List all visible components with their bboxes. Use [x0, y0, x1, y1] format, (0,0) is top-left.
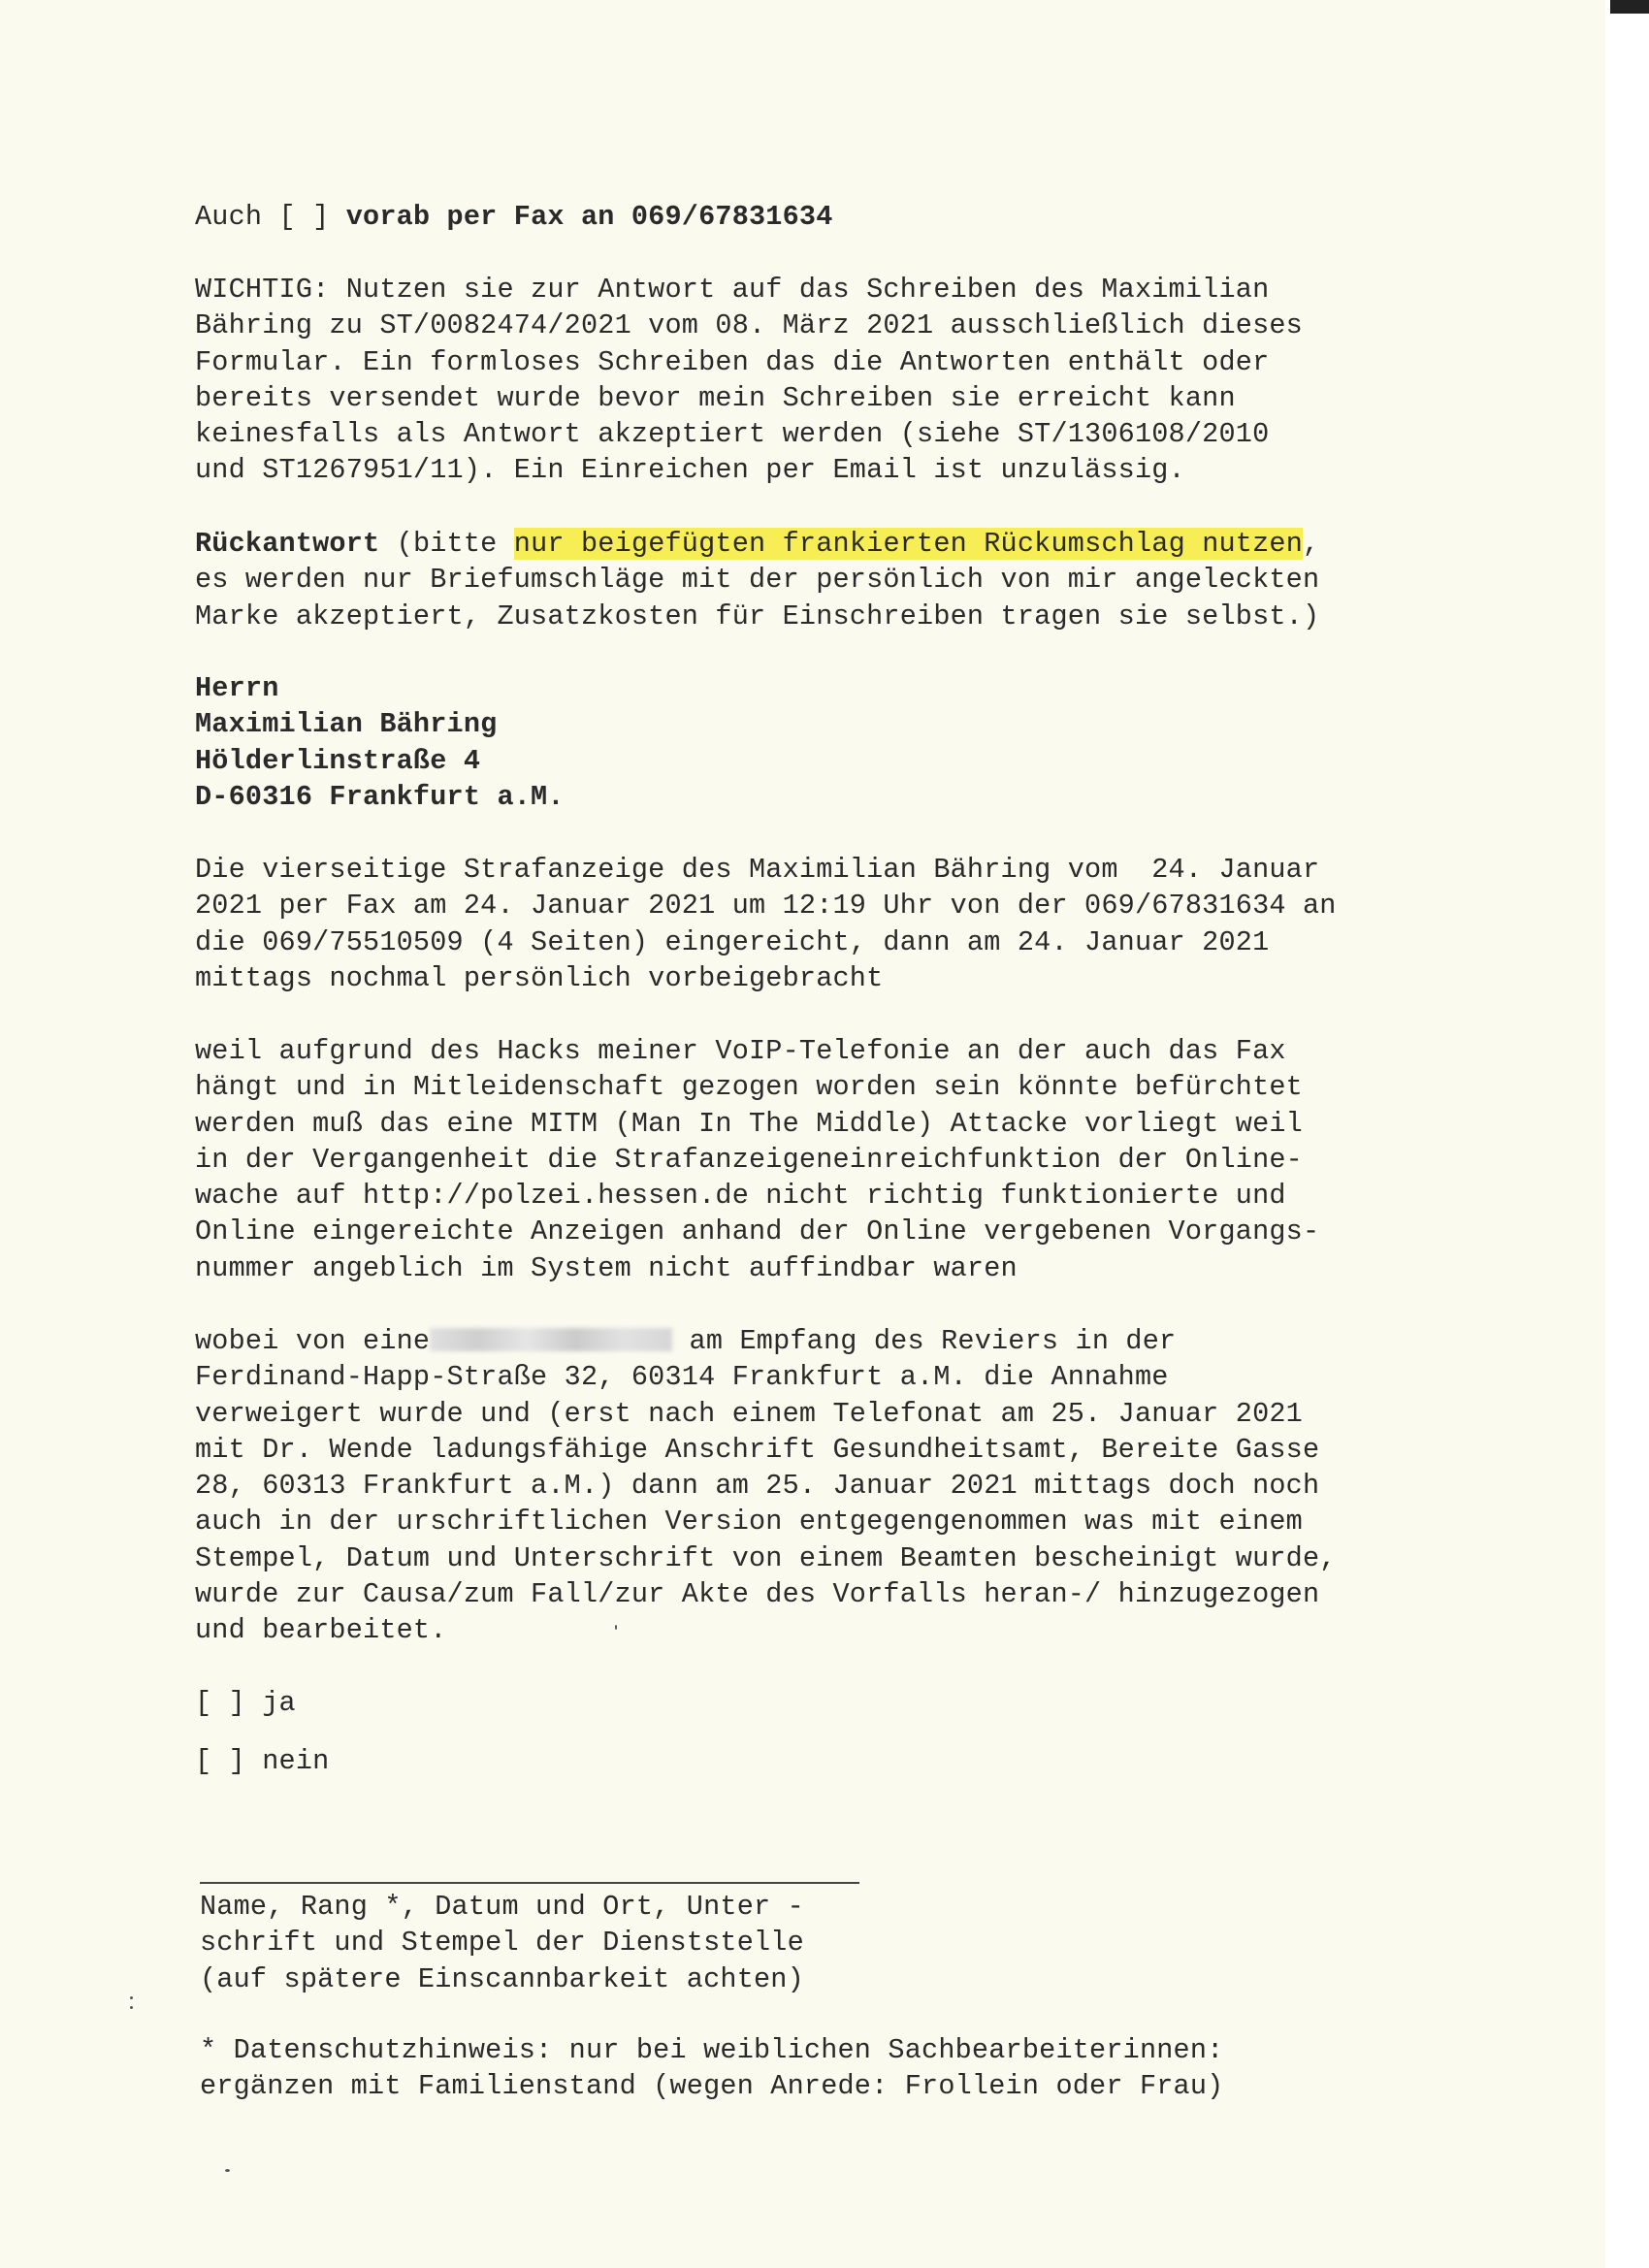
reply-post: , [1303, 528, 1320, 560]
paragraph-complaint [195, 852, 1485, 996]
scan-speck [130, 2006, 133, 2009]
paragraph-line: werden muß das eine MITM (Man In The Middle) Attacke vorliegt weil [195, 1107, 1303, 1140]
paragraph-line: und bearbeitet. [195, 1614, 447, 1647]
paragraph-line: Stempel, Datum und Unterschrift von einem Beamten bescheinigt wurde, [195, 1541, 1337, 1574]
address-block [195, 670, 1485, 815]
scan-speck [615, 1625, 617, 1630]
paragraph-line: Online eingereichte Anzeigen anhand der Online vergebenen Vorgangs- [195, 1215, 1320, 1248]
paragraph-line: 2021 per Fax am 24. Januar 2021 um 12:19 Uhr von der 069/67831634 an [195, 890, 1337, 923]
option-no[interactable]: [ ] nein [195, 1745, 330, 1777]
important-line: Formular. Ein formloses Schreiben das die Antworten enthält oder [195, 345, 1270, 378]
important-notice [195, 272, 1485, 489]
paragraph-line: die 069/75510509 (4 Seiten) eingereicht, dann am 24. Januar 2021 [195, 925, 1270, 958]
paragraph-line: auch in der urschriftlichen Version entgegengenommen was mit einem [195, 1506, 1303, 1539]
scan-corner-mark [1610, 0, 1649, 14]
signature-line [200, 1882, 859, 1884]
reply-highlight: nur beigefügten frankierten Rückumschlag nutzen [513, 528, 1304, 560]
paragraph-text: am Empfang des Reviers in der [672, 1325, 1177, 1357]
option-yes[interactable]: [ ] ja [195, 1687, 296, 1719]
reply-pre: (bitte [379, 528, 514, 560]
reply-line: es werden nur Briefumschläge mit der persönlich von mir angeleckten [195, 564, 1320, 597]
important-line: bereits versendet wurde bevor mein Schreiben sie erreicht kann [195, 381, 1236, 414]
address-line: D-60316 Frankfurt a.M. [195, 780, 565, 813]
fax-number: vorab per Fax an 069/67831634 [345, 201, 833, 233]
signature-caption [200, 1889, 1490, 1997]
reply-instruction [195, 526, 1485, 634]
footnote-line: ergänzen mit Familienstand (wegen Anrede: Frollein oder Frau) [200, 2070, 1224, 2103]
scan-speck [225, 2169, 230, 2172]
address-line: Hölderlinstraße 4 [195, 744, 481, 777]
paragraph-line: 28, 60313 Frankfurt a.M.) dann am 25. Januar 2021 mittags doch noch [195, 1470, 1320, 1503]
paragraph-line: wurde zur Causa/zum Fall/zur Akte des Vorfalls heran-/ hinzugezogen [195, 1578, 1320, 1611]
paragraph-line: Die vierseitige Strafanzeige des Maximilian Bähring vom 24. Januar [195, 854, 1320, 886]
reply-line: Marke akzeptiert, Zusatzkosten für Einschreiben tragen sie selbst.) [195, 599, 1320, 632]
footnote-line: * Datenschutzhinweis: nur bei weiblichen Sachbearbeiterinnen: [200, 2034, 1224, 2066]
paragraph-line: weil aufgrund des Hacks meiner VoIP-Telefonie an der auch das Fax [195, 1035, 1286, 1067]
caption-line: (auf spätere Einscannbarkeit achten) [200, 1962, 804, 1995]
important-line: WICHTIG: Nutzen sie zur Antwort auf das Schreiben des Maximilian [195, 274, 1270, 306]
reply-first-line [195, 526, 1485, 562]
paragraph-voip-hack [195, 1033, 1485, 1286]
paragraph-reception [195, 1323, 1485, 1649]
paragraph-line: hängt und in Mitleidenschaft gezogen worden sein könnte befürchtet [195, 1071, 1303, 1104]
address-line: Herrn [195, 672, 279, 704]
caption-line: Name, Rang *, Datum und Ort, Unter - [200, 1891, 804, 1923]
caption-line: schrift und Stempel der Dienststelle [200, 1927, 804, 1960]
paragraph-line: verweigert wurde und (erst nach einem Telefonat am 25. Januar 2021 [195, 1397, 1303, 1430]
paragraph-line: nummer angeblich im System nicht auffindbar waren [195, 1251, 1018, 1284]
fax-line [195, 199, 1485, 235]
address-line: Maximilian Bähring [195, 708, 498, 741]
important-line: Bähring zu ST/0082474/2021 vom 08. März 2021 ausschließlich dieses [195, 309, 1303, 342]
paragraph-first-line [195, 1323, 1485, 1359]
paragraph-line: in der Vergangenheit die Strafanzeigeneinreichfunktion der Online- [195, 1143, 1303, 1176]
paragraph-line: mit Dr. Wende ladungsfähige Anschrift Gesundheitsamt, Bereite Gasse [195, 1433, 1320, 1466]
scan-edge [1605, 0, 1649, 2268]
footnote [200, 2032, 1490, 2105]
reply-heading: Rückantwort [195, 528, 380, 560]
paragraph-line: Ferdinand-Happ-Straße 32, 60314 Frankfurt a.M. die Annahme [195, 1361, 1169, 1394]
paragraph-line: wache auf http://polzei.hessen.de nicht richtig funktionierte und [195, 1180, 1286, 1213]
important-line: keinesfalls als Antwort akzeptiert werden (siehe ST/1306108/2010 [195, 418, 1270, 451]
redacted-name [430, 1328, 672, 1351]
scan-speck [130, 1996, 133, 1999]
fax-prefix: Auch [ ] [195, 201, 346, 233]
paragraph-line: mittags nochmal persönlich vorbeigebracht [195, 961, 884, 994]
important-line: und ST1267951/11). Ein Einreichen per Email ist unzulässig. [195, 454, 1185, 487]
paragraph-text: wobei von eine [195, 1325, 431, 1357]
